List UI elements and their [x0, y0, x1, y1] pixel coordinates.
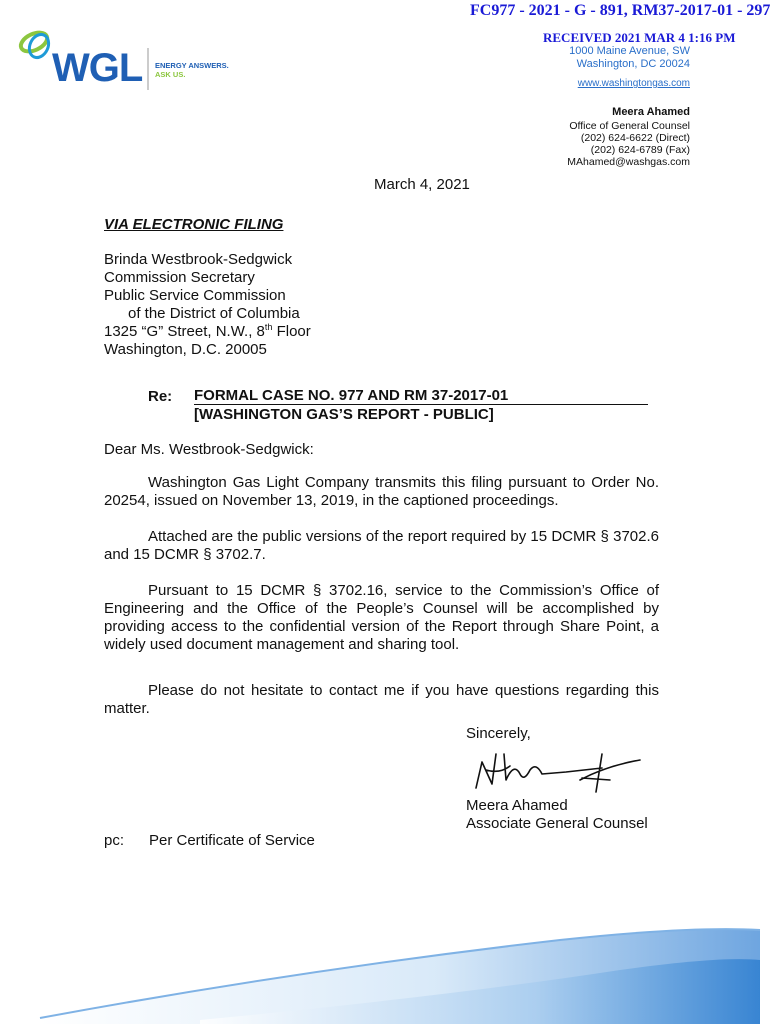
delivery-method: VIA ELECTRONIC FILING	[104, 216, 284, 233]
recipient-street-ordinal: th	[264, 322, 273, 332]
sender-street: 1000 Maine Avenue, SW	[569, 45, 690, 57]
recipient-street	[104, 323, 311, 341]
salutation: Dear Ms. Westbrook-Sedgwick:	[104, 441, 314, 458]
author-email: MAhamed@washgas.com	[567, 156, 690, 168]
pc-text: Per Certificate of Service	[149, 832, 315, 849]
body-paragraph-3	[104, 582, 659, 654]
body-paragraph-1	[104, 474, 659, 510]
sender-city: Washington, DC 20024	[576, 58, 690, 70]
received-stamp: RECEIVED 2021 MAR 4 1:16 PM	[543, 30, 736, 45]
filing-stamp: FC977 - 2021 - G - 891, RM37-2017-01 - 297	[470, 2, 770, 19]
paragraph-3-text: Pursuant to 15 DCMR § 3702.16, service to the Commission’s Office of Engineering and the Office of the People’s Counsel will be accomplished by providing access to the confidential version of the Report through Share Point, a widely used document management and sharing tool.	[104, 582, 659, 653]
logo-tagline-1: ENERGY ANSWERS.	[155, 61, 229, 70]
author-phone-direct: (202) 624-6622 (Direct)	[580, 132, 690, 144]
paragraph-1-text: Washington Gas Light Company transmits this filing pursuant to Order No. 20254, issued on November 13, 2019, in the captioned proceedings.	[104, 474, 659, 509]
letter-date: March 4, 2021	[374, 176, 470, 193]
logo-tagline-2: ASK US.	[155, 70, 186, 79]
recipient-org: Public Service Commission	[104, 287, 286, 304]
re-label: Re:	[148, 388, 173, 405]
wgl-logo	[12, 26, 242, 98]
recipient-title: Commission Secretary	[104, 269, 255, 286]
recipient-city: Washington, D.C. 20005	[104, 341, 267, 358]
paragraph-4-text: Please do not hesitate to contact me if you have questions regarding this matter.	[104, 682, 659, 717]
pc-label: pc:	[104, 832, 125, 849]
paragraph-2-text: Attached are the public versions of the report required by 15 DCMR § 3702.6 and 15 DCMR § 3702.7.	[104, 528, 659, 563]
signer-title: Associate General Counsel	[466, 815, 648, 832]
re-subject-line2: [WASHINGTON GAS’S REPORT - PUBLIC]	[194, 406, 494, 423]
handwritten-signature	[470, 748, 650, 796]
signer-name: Meera Ahamed	[466, 797, 568, 814]
author-fax: (202) 624-6789 (Fax)	[590, 144, 690, 156]
recipient-org-line2: of the District of Columbia	[128, 305, 300, 322]
recipient-street-floor: Floor	[272, 323, 311, 340]
sender-website-link[interactable]: www.washingtongas.com	[577, 78, 690, 89]
recipient-name: Brinda Westbrook-Sedgwick	[104, 251, 293, 268]
body-paragraph-4	[104, 682, 659, 718]
recipient-street-main: 1325 “G” Street, N.W., 8	[104, 323, 265, 340]
logo-wordmark: WGL	[52, 46, 143, 90]
re-subject-line1: FORMAL CASE NO. 977 AND RM 37-2017-01	[194, 388, 648, 405]
body-paragraph-2	[104, 528, 659, 564]
footer-swoosh	[0, 900, 770, 1024]
author-name: Meera Ahamed	[612, 106, 690, 118]
closing: Sincerely,	[466, 725, 531, 742]
author-office: Office of General Counsel	[569, 120, 690, 132]
